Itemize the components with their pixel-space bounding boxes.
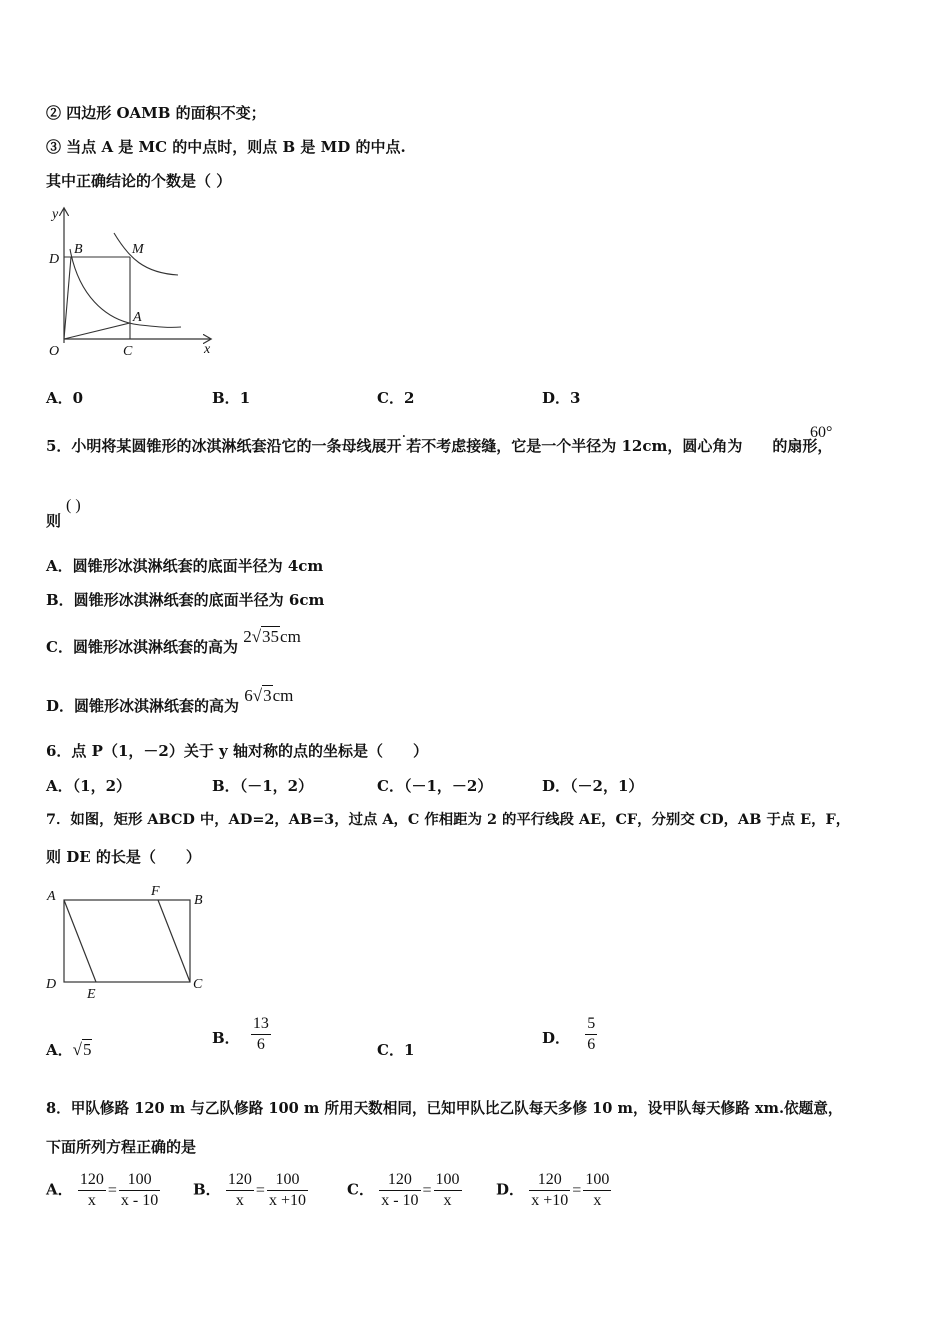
q7-label-b: B bbox=[194, 893, 203, 908]
q8-option-c: C． $\frac{120}{x - 10}$ = $\frac{100}{x}$ bbox=[347, 1171, 460, 1209]
q4-statement-3: ③ 当点 A 是 MC 的中点时，则点 B 是 MD 的中点. bbox=[46, 138, 406, 156]
q5-option-c: C．圆锥形冰淇淋纸套的高为 2√35cm bbox=[46, 627, 301, 656]
q5-then: 则 bbox=[46, 512, 62, 530]
q5-answer-paren: ( ) bbox=[66, 497, 81, 514]
q7-label-c: C bbox=[193, 977, 203, 992]
q4-label-c: C bbox=[123, 344, 133, 359]
q4-lower-curve bbox=[70, 249, 181, 327]
q7-option-b: B． $\frac{13}{6}$ bbox=[212, 1015, 269, 1053]
q4-label-y: y bbox=[52, 207, 59, 222]
q7-label-a: A bbox=[47, 889, 56, 904]
q5-angle: 60° bbox=[810, 424, 833, 441]
q4-label-d: D bbox=[49, 252, 60, 267]
q8-option-b: B． $\frac{120}{x}$ = $\frac{100}{x +10}$ bbox=[193, 1171, 306, 1209]
q4-segment-oa bbox=[64, 323, 130, 339]
q4-option-d: D．3 bbox=[542, 389, 581, 407]
q6-option-b: B．（－1，2） bbox=[212, 777, 314, 795]
q7-option-a: A．√5 bbox=[46, 1040, 92, 1059]
q7-segment-ae bbox=[64, 900, 96, 982]
q4-label-m: M bbox=[132, 242, 144, 257]
q7-label-e: E bbox=[87, 987, 96, 1000]
q4-label-o: O bbox=[49, 344, 60, 359]
q7-stem-line1: 7．如图，矩形 ABCD 中，AD=2，AB=3，过点 A，C 作相距为 2 的平行线段 AE，CF，分别交 CD，AB 于点 E，F， bbox=[46, 811, 851, 828]
q8-stem-line2: 下面所列方程正确的是 bbox=[46, 1138, 197, 1156]
q5-option-d: D．圆锥形冰淇淋纸套的高为 6√3cm bbox=[46, 686, 294, 715]
q4-option-a: A．0 bbox=[46, 389, 84, 407]
q4-upper-curve bbox=[114, 233, 178, 275]
q4-label-b: B bbox=[74, 242, 83, 257]
q7-segment-cf bbox=[158, 900, 190, 982]
q7-figure bbox=[44, 882, 210, 1000]
q5-stem: 5．小明将某圆锥形的冰淇淋纸套沿它的一条母线展开·若不考虑接缝，它是一个半径为 12cm，圆心角为 的扇形， bbox=[46, 427, 833, 455]
q5-option-a: A．圆锥形冰淇淋纸套的底面半径为 4cm bbox=[46, 557, 324, 575]
q7-label-d: D bbox=[46, 977, 57, 992]
q6-option-c: C．（－1，－2） bbox=[377, 777, 493, 795]
q8-option-a: A． $\frac{120}{x}$ = $\frac{100}{x - 10}$ bbox=[46, 1171, 159, 1209]
q4-figure bbox=[44, 203, 222, 363]
q4-option-c: C．2 bbox=[377, 389, 415, 407]
q4-statement-2: ② 四边形 OAMB 的面积不变； bbox=[46, 104, 266, 122]
q4-question: 其中正确结论的个数是（ ） bbox=[46, 172, 232, 190]
q4-label-x: x bbox=[204, 342, 211, 357]
q6-stem: 6．点 P（1，－2）关于 y 轴对称的点的坐标是（ ） bbox=[46, 742, 428, 760]
q7-label-f: F bbox=[151, 884, 160, 899]
q4-label-a: A bbox=[133, 310, 142, 325]
q6-option-a: A．（1，2） bbox=[46, 777, 132, 795]
q7-option-d: D． $\frac{5}{6}$ bbox=[542, 1015, 596, 1053]
q7-option-c: C．1 bbox=[377, 1041, 415, 1059]
q8-option-d: D． $\frac{120}{x +10}$ = $\frac{100}{x}$ bbox=[496, 1171, 610, 1209]
q7-stem-line2: 则 DE 的长是（ ） bbox=[46, 848, 201, 866]
q4-segment-ob bbox=[64, 257, 71, 339]
q7-rectangle-abcd bbox=[64, 900, 190, 982]
q6-option-d: D．（－2，1） bbox=[542, 777, 644, 795]
q4-option-b: B．1 bbox=[212, 389, 251, 407]
q8-stem-line1: 8．甲队修路 120 m 与乙队修路 100 m 所用天数相同，已知甲队比乙队每天多修 10 m，设甲队每天修路 xm.依题意， bbox=[46, 1100, 843, 1117]
q5-option-b: B．圆锥形冰淇淋纸套的底面半径为 6cm bbox=[46, 591, 325, 609]
